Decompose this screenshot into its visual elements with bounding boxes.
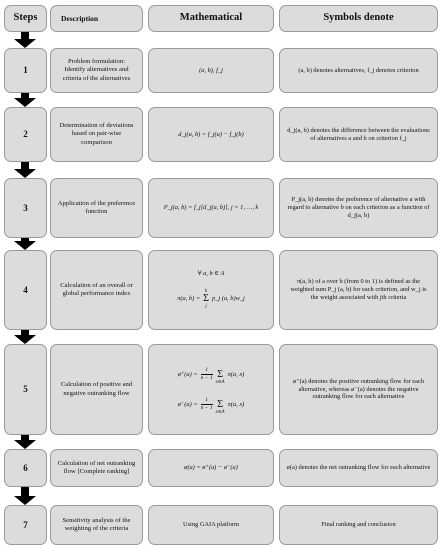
- step-3-symbols: P_j(a, b) denotes the preference of alternative a with regard to alternative b on each criterion as a function of d_j(a, b): [279, 178, 438, 238]
- step-number-6: 6: [4, 449, 47, 487]
- step-1-math: (a, b), f_j: [148, 48, 274, 93]
- step-4-symbols: π(a, b) of a over b (from 0 to 1) is defined as the weighted sum P_j (a, b) for each criterion, and w_j is the weight associated with jth criteria: [279, 250, 438, 330]
- down-arrow-icon: [14, 487, 36, 505]
- step-3-description: Application of the preference function: [50, 178, 143, 238]
- down-arrow-icon: [14, 238, 36, 250]
- down-arrow-icon: [14, 435, 36, 449]
- step-7-description: Sensitivity analysis of the weighting of the criteria: [50, 505, 143, 545]
- step-number-4: 4: [4, 250, 47, 330]
- step-number-3: 3: [4, 178, 47, 238]
- header-steps-label: Steps: [13, 12, 38, 24]
- down-arrow-icon: [14, 93, 36, 107]
- sum-lower-limit: j: [205, 303, 207, 309]
- sum-sign-icon: k Σ j: [203, 288, 209, 309]
- step-number-2: 2: [4, 107, 47, 162]
- header-description: [50, 5, 143, 32]
- step-number-5: 5: [4, 344, 47, 435]
- step-3-math: P_j(a, b) = f_j[d_j(a, b)], j = 1, …, k: [148, 178, 274, 238]
- step-4-math-lhs: π(a, b) =: [177, 295, 201, 302]
- header-steps: [4, 5, 47, 32]
- step-5-math-negative-flow: [178, 395, 245, 415]
- sum-sign-icon: Σ x∈A: [215, 398, 225, 415]
- header-mathematical: [148, 5, 274, 32]
- step-1-symbols: (a, b) denotes alternatives, f_j denotes criterion: [279, 48, 438, 93]
- step-5-symbols: ø⁺(a) denotes the positive outranking flow for each alternative, whereas ø⁻(a) denotes the negative outranking flow for each alternative: [279, 344, 438, 435]
- fraction: $\frac{1}{n - 1}$: [200, 397, 213, 411]
- step-4-math-rhs: p_j (a, b)w_j: [211, 295, 245, 302]
- step-4-math-quantifier: ∀ a, b ∈ A: [197, 270, 225, 278]
- step-7-symbols: Final ranking and conclusion: [279, 505, 438, 545]
- step-4-math: [148, 250, 274, 330]
- header-description-label: Description: [61, 13, 99, 23]
- step-5-math: [148, 344, 274, 435]
- step-4-description: Calculation of an overall or global performance index: [50, 250, 143, 330]
- down-arrow-icon: [14, 330, 36, 344]
- positive-flow-rhs: π(a, x): [227, 370, 245, 378]
- fraction: $\frac{1}{n - 1}$: [200, 367, 213, 381]
- step-2-math: d_j(a, b) = f_j(a) − f_j(b): [148, 107, 274, 162]
- sum-upper-limit: k: [204, 288, 208, 294]
- step-1-description: Problem formulation: Identify alternatives and criteria of the alternatives: [50, 48, 143, 93]
- down-arrow-icon: [14, 162, 36, 178]
- step-5-description: Calculation of positive and negative outranking flow: [50, 344, 143, 435]
- step-7-math: Using GAIA platform: [148, 505, 274, 545]
- header-symbols-label: Symbols denote: [323, 12, 394, 24]
- negative-flow-lhs: ø⁻(a) =: [177, 400, 198, 408]
- step-6-symbols: ø(a) denotes the net outranking flow for each alternative: [279, 449, 438, 487]
- header-symbols: [279, 5, 438, 32]
- positive-flow-lhs: ø⁺(a) =: [177, 370, 198, 378]
- negative-flow-rhs: π(a, x): [227, 400, 245, 408]
- step-2-description: Determination of deviations based on pair-wise comparison: [50, 107, 143, 162]
- step-number-1: 1: [4, 48, 47, 93]
- step-6-math: ø(a) = ø⁺(a) − ø⁻(a): [148, 449, 274, 487]
- step-6-description: Calculation of net outranking flow [Complete ranking]: [50, 449, 143, 487]
- header-mathematical-label: Mathematical: [179, 12, 243, 24]
- step-5-math-positive-flow: [178, 365, 245, 385]
- down-arrow-icon: [14, 32, 36, 48]
- step-number-7: 7: [4, 505, 47, 545]
- sum-sign-icon: Σ x∈A: [215, 368, 225, 385]
- step-4-math-formula: [177, 289, 245, 309]
- step-2-symbols: d_j(a, b) denotes the difference between the evaluations of alternatives a and b on criterion f_j: [279, 107, 438, 162]
